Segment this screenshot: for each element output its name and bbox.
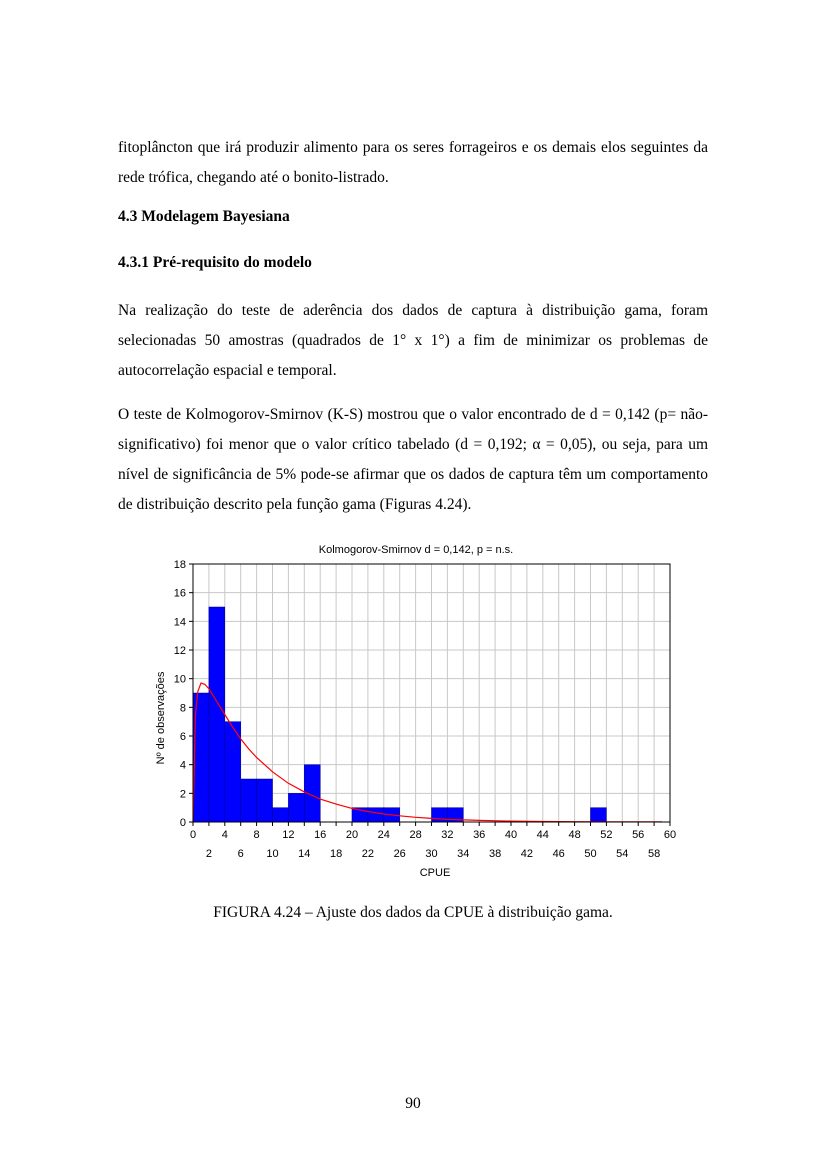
x-tick-label-upper: 44 [536,829,549,841]
x-tick-label-lower: 14 [298,848,311,860]
x-tick-label-upper: 4 [221,829,228,841]
paragraph-sample-selection: Na realização do teste de aderência dos dados de captura à distribuição gama, foram selecionadas 50 amostras (quadrados de 1° x 1°) a fim de minimizar os problemas de autocorrelação espacial e temporal. [118,302,708,379]
x-tick-label-lower: 42 [520,848,534,860]
x-tick-label-lower: 10 [266,848,279,860]
y-axis-label: Nº de observações [155,671,167,765]
x-tick-label-upper: 0 [189,829,197,841]
x-tick-label-upper: 52 [600,829,613,841]
y-tick-label: 0 [179,817,186,829]
page-number: 90 [405,1095,421,1112]
histogram-bar [241,779,257,822]
histogram-bar [225,722,241,822]
y-axis-ticks [174,559,193,829]
y-tick-label: 12 [173,645,186,657]
x-tick-label-upper: 28 [409,829,422,841]
x-tick-label-upper: 40 [504,829,518,841]
x-tick-label-lower: 18 [329,848,343,860]
figure-caption: FIGURA 4.24 – Ajuste dos dados da CPUE à distribuição gama. [213,904,613,921]
x-tick-label-upper: 24 [377,829,390,841]
y-tick-label: 8 [179,702,186,715]
x-tick-label-lower: 30 [425,848,438,860]
histogram-chart [148,536,678,886]
y-tick-label: 18 [173,559,186,571]
x-tick-label-lower: 26 [393,848,406,860]
y-tick-label: 16 [173,587,186,600]
x-tick-label-lower: 58 [647,848,661,860]
x-axis-label: CPUE [419,867,451,879]
x-tick-label-upper: 16 [314,829,327,841]
x-tick-label-lower: 22 [361,848,375,860]
x-tick-label-upper: 20 [345,829,359,841]
x-tick-label-lower: 54 [616,848,629,860]
x-tick-label-lower: 46 [552,848,565,860]
y-tick-label: 6 [179,731,186,743]
histogram-figure [148,536,678,886]
x-tick-label-lower: 2 [205,848,212,860]
x-tick-label-lower: 38 [488,848,502,860]
paragraph-ks-test: O teste de Kolmogorov-Smirnov (K-S) mostrou que o valor encontrado de d = 0,142 (p= não-significativo) foi menor que o valor crítico tabelado (d = 0,192; α = 0,05), ou seja, para um nível de significância de 5% pode-se afirmar que os dados de captura têm um comportamento de distribuição descrito pela função gama (Figuras 4.24). [118,406,708,513]
histogram-bar [257,779,273,822]
paragraph-continuation: fitoplâncton que irá produzir alimento para os seres forrageiros e os demais elos seguintes da rede trófica, chegando até o bonito-listrado. [118,139,708,186]
x-tick-label-lower: 34 [457,848,470,860]
x-tick-label-lower: 50 [584,848,597,860]
x-tick-label-upper: 56 [632,829,645,841]
histogram-bar [591,808,607,822]
x-tick-label-upper: 60 [663,829,677,841]
histogram-bar [273,808,289,822]
y-tick-label: 2 [179,788,186,801]
x-tick-label-lower: 6 [237,848,244,860]
x-axis-ticks [190,822,676,860]
histogram-bar [432,808,448,822]
y-tick-label: 10 [173,673,186,686]
x-tick-label-upper: 32 [441,829,454,841]
x-tick-label-upper: 48 [568,829,581,841]
histogram-bar [368,808,384,822]
x-tick-label-upper: 12 [282,829,295,841]
histogram-bar [288,793,304,822]
x-tick-label-upper: 8 [253,829,260,841]
section-heading: 4.3 Modelagem Bayesiana [118,208,290,225]
subsection-heading: 4.3.1 Pré-requisito do modelo [118,254,312,271]
chart-title: Kolmogorov-Smirnov d = 0,142, p = n.s. [318,544,514,556]
histogram-bar [209,607,225,822]
x-tick-label-upper: 36 [473,829,486,841]
y-tick-label: 14 [173,616,186,629]
y-tick-label: 4 [179,759,186,772]
